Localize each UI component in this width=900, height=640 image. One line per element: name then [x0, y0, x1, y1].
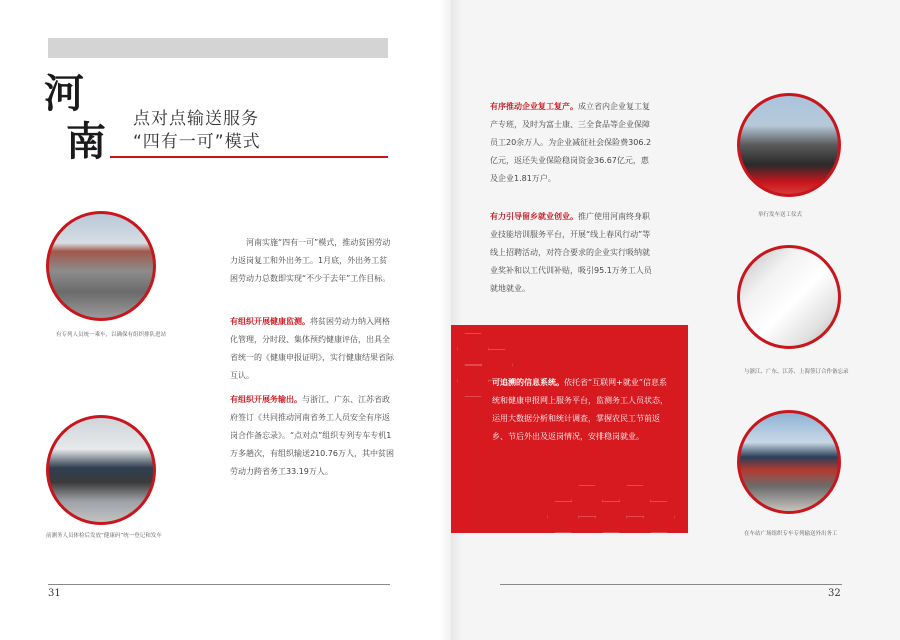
highlight-local-employment: 有力引导留乡就业创业。 [490, 212, 578, 221]
section-title-line1: 点对点输送服务 [133, 109, 259, 129]
footer-rule-left [48, 584, 390, 585]
header-grey-bar [48, 38, 388, 58]
photo-square-buses [737, 410, 841, 514]
paragraph-traceable-system [492, 374, 670, 446]
page-number-right: 32 [828, 588, 841, 599]
paragraph-intro: 河南实施“四有一可”模式，推动贫困劳动力返岗复工和外出务工。1月底，外出务工贫困劳动力总数即实现“不少于去年”工作目标。 [230, 238, 391, 283]
photo-caption-2: 前测务人员体检后发放“健康码”统一登记和发车 [46, 533, 162, 539]
highlight-traceable-system: 可追溯的信息系统。 [492, 378, 564, 387]
text-health-monitoring: 将贫困劳动力纳入网格化管理，分时段、集体预约健康评估，出具全省统一的《健康申报证明》，实行健康结果省际互认。 [230, 317, 394, 380]
text-traceable-system: 依托省“互联网+就业”信息系统和健康申报网上服务平台，监测务工人员状态，运用大数据分析和统计调查，掌握农民工节前返乡、节后外出及返岗情况，安排稳岗就业。 [492, 378, 668, 441]
photo-memorandum-documents [737, 245, 841, 349]
photo-station-queue [46, 211, 156, 321]
highlight-health-monitoring: 有组织开展健康监测。 [230, 317, 310, 326]
highlight-organized-output: 有组织开展务输出。 [230, 395, 302, 404]
title-underline [110, 156, 388, 158]
paragraph-organized-output [230, 391, 394, 481]
paragraph-local-employment [490, 208, 656, 298]
province-char-1: 河 [44, 70, 84, 117]
photo-caption-5: 在车站广场组织专车专列输送外出务工 [744, 531, 838, 537]
section-title-line2: “四有一可”模式 [133, 132, 261, 152]
footer-rule-right [500, 584, 842, 585]
text-local-employment: 推广使用河南终身职业技能培训服务平台，开展“线上春风行动”等线上招聘活动，对符合要求的企业实行吸纳就业奖补和以工代训补贴，吸引95.1万务工人员就地就业。 [490, 212, 652, 293]
province-title [44, 72, 114, 172]
photo-caption-1: 有专列人员统一乘车，以确保有组织排队进站 [56, 332, 167, 338]
paragraph-enterprise-resumption [490, 98, 656, 188]
province-char-2: 南 [66, 118, 106, 165]
photo-caption-3: 举行发车送工仪式 [758, 212, 803, 218]
photo-caption-4: 与浙江、广东、江苏、上海签订合作备忘录 [744, 369, 849, 375]
text-enterprise-resumption: 成立省内企业复工复产专班，及时为富士康、三全食品等企业保障员工20余万人。为企业减征社会保险费306.2亿元，返还失业保险稳岗资金36.67亿元，惠及企业1.81万户。 [490, 102, 652, 183]
photo-bus-boarding [46, 415, 156, 525]
page-gutter [440, 0, 462, 640]
paragraph-health-monitoring [230, 313, 394, 385]
page-number-left: 31 [48, 588, 61, 599]
photo-send-off-ceremony [737, 93, 841, 197]
highlight-enterprise-resumption: 有序推动企业复工复产。 [490, 102, 578, 111]
text-organized-output: 与浙江、广东、江苏省政府签订《共同推动河南省务工人员安全有序返岗合作备忘录》。“点对点”组织专列专车专机1万多趟次，有组织输送210.76万人，其中贫困劳动力跨省务工33.19万人。 [230, 395, 394, 476]
